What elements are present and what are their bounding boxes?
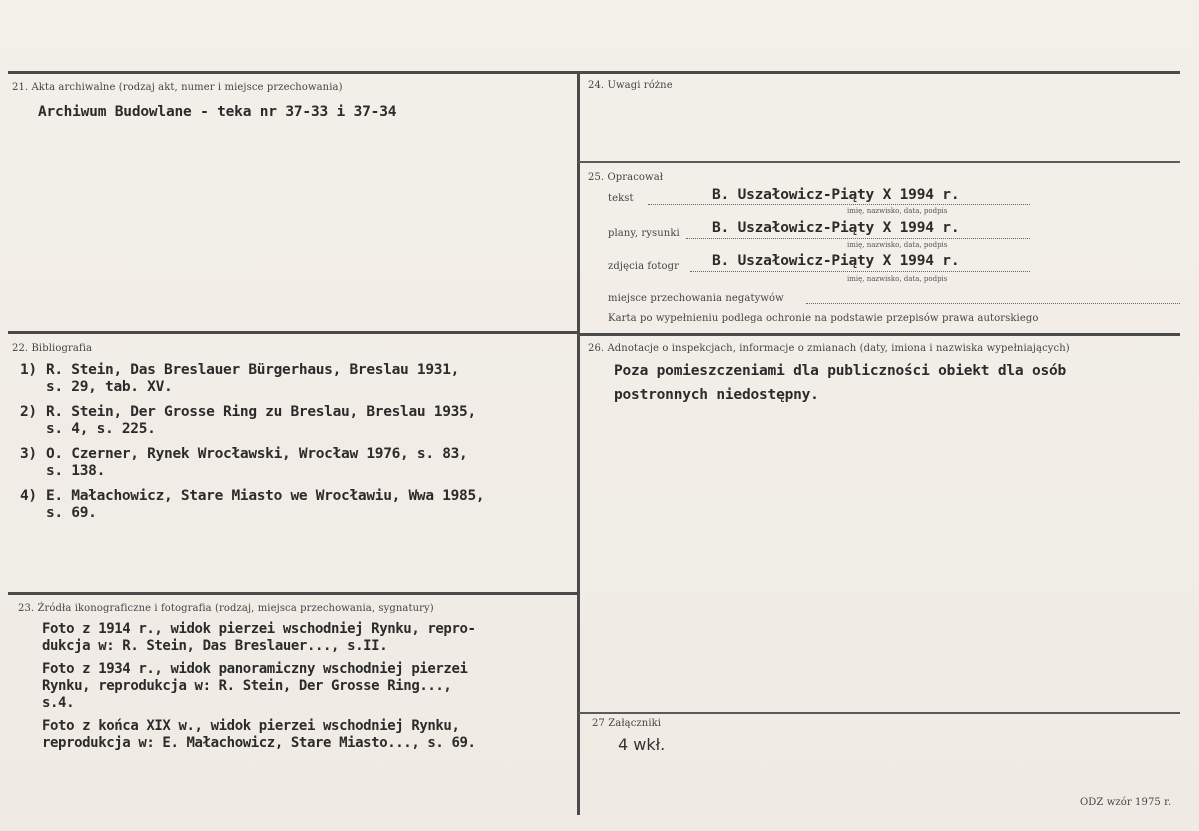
section-21-text: Archiwum Budowlane - teka nr 37-33 i 37-34 — [38, 104, 397, 120]
source-line: Foto z 1934 r., widok panoramiczny wschodniej pierzei — [42, 661, 468, 677]
section-26-label: 26. Adnotacje o inspekcjach, informacje o zmianach (daty, imiona i nazwiska wypełniających) — [588, 343, 1070, 354]
source-line: Rynku, reprodukcja w: R. Stein, Der Grosse Ring..., — [42, 678, 452, 694]
form-id: ODZ wzór 1975 r. — [1080, 797, 1172, 808]
text-row-value: B. Uszałowicz-Piąty X 1994 r. — [712, 187, 960, 203]
rule-below-21 — [8, 331, 578, 334]
attachments-value: 4 wkł. — [618, 735, 666, 754]
section-25-label: 25. Opracował — [588, 172, 664, 183]
bib-line: E. Małachowicz, Stare Miasto we Wrocławiu, Wwa 1985, — [46, 488, 485, 504]
negatives-line — [806, 303, 1180, 304]
photos-row-line — [690, 271, 1030, 272]
source-item — [42, 661, 587, 712]
source-item — [42, 718, 587, 752]
rule-below-24 — [578, 161, 1180, 163]
photos-row-value: B. Uszałowicz-Piąty X 1994 r. — [712, 253, 960, 269]
section-26-line1: Poza pomieszczeniami dla publiczności obiekt dla osób — [614, 363, 1067, 379]
section-21-label: 21. Akta archiwalne (rodzaj akt, numer i miejsce przechowania) — [12, 82, 343, 93]
section-22-label: 22. Bibliografia — [12, 343, 93, 354]
source-line: Foto z końca XIX w., widok pierzei wschodniej Rynku, — [42, 718, 460, 734]
bib-num: 3) — [20, 446, 37, 462]
text-row-label: tekst — [608, 193, 634, 204]
top-rule — [8, 71, 1180, 74]
bib-line: s. 4, s. 225. — [46, 421, 156, 437]
section-27-label: 27 Załączniki — [592, 718, 662, 729]
source-line: Foto z 1914 r., widok pierzei wschodniej Rynku, repro- — [42, 621, 476, 637]
rule-below-22 — [8, 592, 578, 595]
drawings-row-caption: imię, nazwisko, data, podpis — [847, 241, 948, 249]
photos-row-label: zdjęcia fotogr — [608, 261, 679, 272]
photos-row-caption: imię, nazwisko, data, podpis — [847, 275, 948, 283]
sources-list — [42, 621, 587, 752]
bib-num: 1) — [20, 362, 37, 378]
bib-line: s. 29, tab. XV. — [46, 379, 173, 395]
bibliography-item — [20, 446, 560, 480]
bib-line: R. Stein, Der Grosse Ring zu Breslau, Breslau 1935, — [46, 404, 476, 420]
text-row-line — [648, 204, 1030, 205]
bib-line: s. 138. — [46, 463, 106, 479]
source-item — [42, 621, 587, 655]
rule-above-27 — [578, 712, 1180, 714]
bibliography-item — [20, 488, 560, 522]
source-line: dukcja w: R. Stein, Das Breslauer..., s.II. — [42, 638, 388, 654]
copyright-note: Karta po wypełnieniu podlega ochronie na podstawie przepisów prawa autorskiego — [608, 313, 1039, 324]
section-26-line2: postronnych niedostępny. — [614, 387, 819, 403]
rule-below-25 — [578, 333, 1180, 336]
bibliography-item — [20, 362, 560, 396]
source-line: s.4. — [42, 695, 75, 711]
source-line: reprodukcja w: E. Małachowicz, Stare Miasto..., s. 69. — [42, 735, 476, 751]
bib-line: O. Czerner, Rynek Wrocławski, Wrocław 1976, s. 83, — [46, 446, 468, 462]
bibliography-item — [20, 404, 560, 438]
drawings-row-value: B. Uszałowicz-Piąty X 1994 r. — [712, 220, 960, 236]
drawings-row-line — [686, 238, 1030, 239]
bib-line: s. 69. — [46, 505, 97, 521]
bib-line: R. Stein, Das Breslauer Bürgerhaus, Breslau 1931, — [46, 362, 460, 378]
negatives-label: miejsce przechowania negatywów — [608, 293, 784, 304]
drawings-row-label: plany, rysunki — [608, 228, 680, 239]
section-24-label: 24. Uwagi różne — [588, 80, 673, 91]
bib-num: 2) — [20, 404, 37, 420]
bibliography-list — [20, 362, 560, 522]
text-row-caption: imię, nazwisko, data, podpis — [847, 207, 948, 215]
bib-num: 4) — [20, 488, 37, 504]
section-23-label: 23. Źródła ikonograficzne i fotografia (rodzaj, miejsca przechowania, sygnatury) — [18, 603, 434, 614]
